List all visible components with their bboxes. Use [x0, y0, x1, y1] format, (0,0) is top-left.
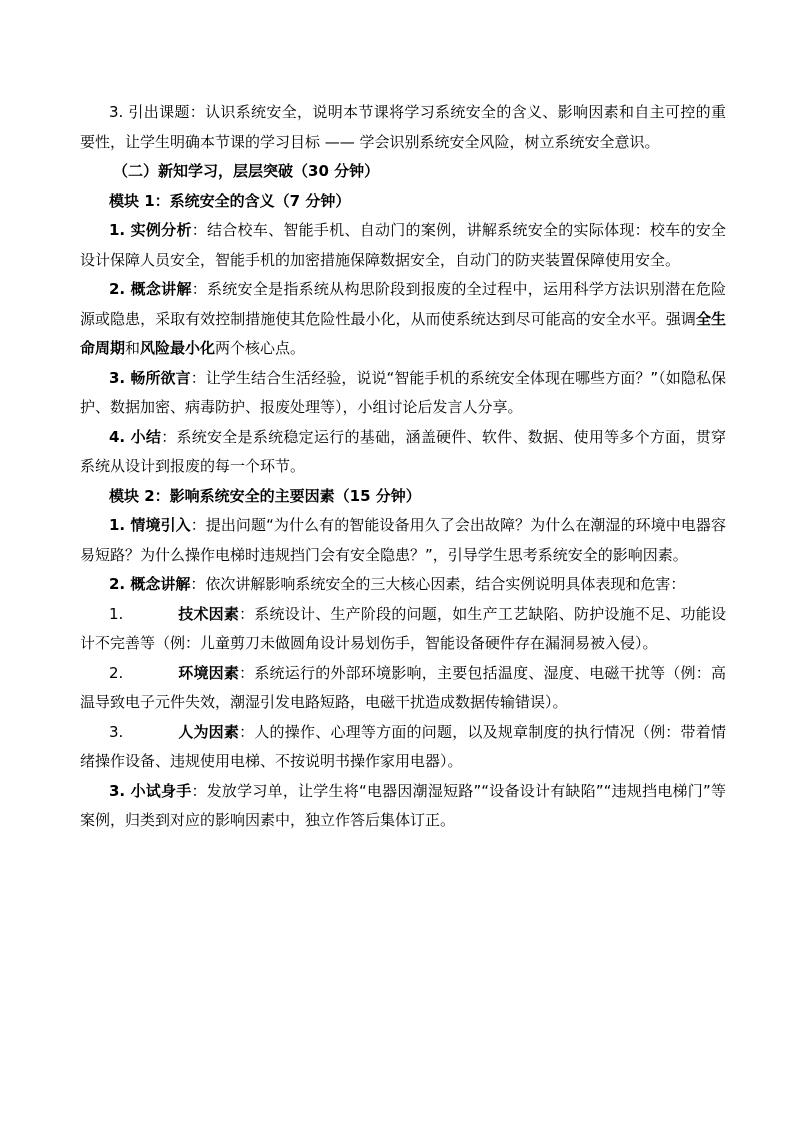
factor-item-environment: [80, 659, 726, 718]
paragraph-text: ：发放学习单，让学生将“电器因潮湿短路”“设备设计有缺陷”“违规挡电梯门”等案例，归类到对应的影响因素中，独立作答后集体订正。: [80, 781, 726, 829]
paragraph-text: ：系统设计、生产阶段的问题，如生产工艺缺陷、防护设施不足、功能设计不完善等（例：儿童剪刀未做圆角设计易划伤手，智能设备硬件存在漏洞易被入侵）。: [80, 604, 726, 652]
paragraph-concept: [80, 275, 726, 364]
paragraph-text: ：系统安全是系统稳定运行的基础，涵盖硬件、软件、数据、使用等多个方面，贯穿系统从设计到报废的每一个环节。: [80, 427, 726, 475]
paragraph-intro-topic: [80, 98, 726, 157]
emphasis-text: 全生命周期: [80, 309, 726, 357]
paragraph-text: ：结合校车、智能手机、自动门的案例，讲解系统安全的实际体现：校车的安全设计保障人员安全，智能手机的加密措施保障数据安全，自动门的防夹装置保障使用安全。: [80, 221, 727, 269]
item-label: 2. 概念讲解: [109, 280, 192, 298]
list-number: 3.: [109, 722, 124, 741]
item-label: 1. 情境引入: [109, 516, 191, 534]
emphasis-text: 风险最小化: [140, 339, 216, 357]
paragraph-text: ：让学生结合生活经验，说说“智能手机的系统安全体现在哪些方面？”（如隐私保护、数据加密、病毒防护、报废处理等），小组讨论后发言人分享。: [80, 368, 727, 416]
heading-text: 模块 1：系统安全的含义（7 分钟）: [109, 191, 351, 210]
list-number: 1.: [109, 604, 124, 623]
paragraph-text: 3. 引出课题：认识系统安全，说明本节课将学习系统安全的含义、影响因素和自主可控的重要性，让学生明确本节课的学习目标 —— 学会识别系统安全风险，树立系统安全意识。: [80, 103, 726, 151]
paragraph-summary: [80, 423, 726, 482]
heading-text: （二）新知学习，层层突破（30 分钟）: [113, 162, 380, 180]
paragraph-case-analysis: [80, 216, 726, 275]
paragraph-concept-factors: [80, 570, 726, 600]
item-label: 2. 概念讲解: [109, 575, 191, 593]
list-number: 2.: [109, 663, 124, 682]
paragraph-text: 和: [125, 339, 141, 357]
document-body: [80, 98, 726, 836]
factor-item-human: [80, 718, 726, 777]
paragraph-practice: [80, 777, 726, 836]
heading-text: 模块 2：影响系统安全的主要因素（15 分钟）: [109, 486, 421, 505]
item-label: 4. 小结: [109, 427, 162, 446]
item-label: 3. 畅所欲言: [109, 368, 191, 387]
item-label: 人为因素: [178, 722, 240, 741]
factor-item-technical: [80, 600, 726, 659]
paragraph-text: 两个核心点。: [215, 339, 306, 357]
paragraph-text: ：依次讲解影响系统安全的三大核心因素，结合实例说明具体表现和危害：: [190, 575, 686, 593]
paragraph-discussion: [80, 364, 726, 423]
paragraph-text: ：提出问题“为什么有的智能设备用久了会出故障？为什么在潮湿的环境中电器容易短路？为什么操作电梯时违规挡门会有安全隐患？”，引导学生思考系统安全的影响因素。: [80, 516, 726, 564]
paragraph-text: ：系统运行的外部环境影响，主要包括温度、湿度、电磁干扰等（例：高温导致电子元件失效，潮湿引发电路短路，电磁干扰造成数据传输错误）。: [80, 663, 726, 711]
paragraph-text: ：系统安全是指系统从构思阶段到报废的全过程中，运用科学方法识别潜在危险源或隐患，采取有效控制措施使其危险性最小化，从而使系统达到尽可能高的安全水平。强调: [80, 280, 727, 328]
item-label: 1. 实例分析: [109, 221, 192, 239]
paragraph-text: ：人的操作、心理等方面的问题，以及规章制度的执行情况（例：带着情绪操作设备、违规使用电梯、不按说明书操作家用电器）。: [80, 722, 726, 770]
item-label: 技术因素: [178, 604, 240, 623]
item-label: 环境因素: [178, 663, 240, 682]
module-heading-2: [80, 482, 726, 512]
item-label: 3. 小试身手: [109, 781, 192, 800]
section-heading: [80, 157, 726, 187]
module-heading-1: [80, 187, 726, 217]
paragraph-scenario: [80, 511, 726, 570]
